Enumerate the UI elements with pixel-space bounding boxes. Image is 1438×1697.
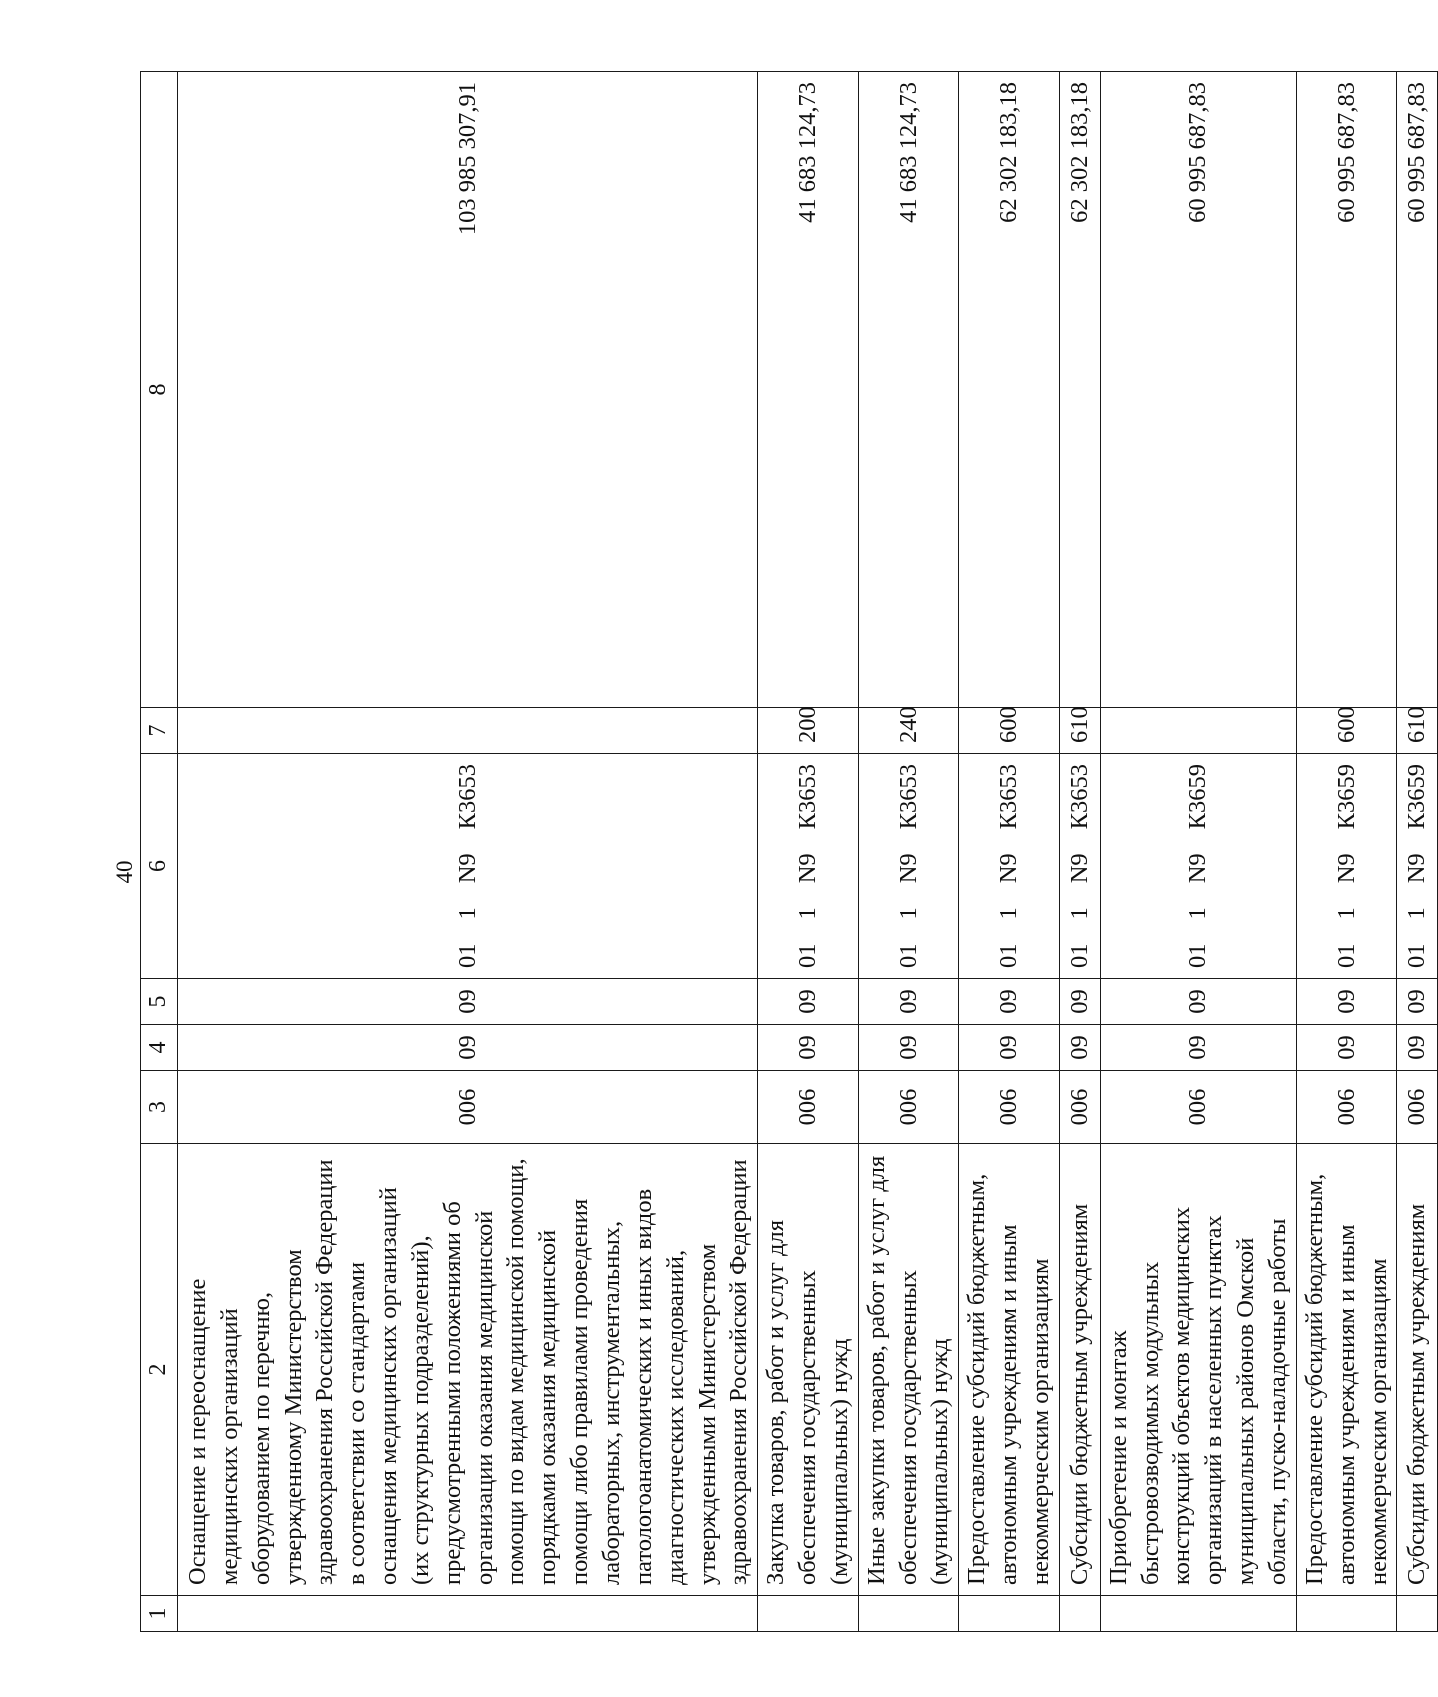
table-header-row: [141, 72, 178, 1632]
description-cell: Предоставление субсидий бюджетным, автономным учреждениям и иным некоммерческим организациям: [959, 1144, 1060, 1596]
table-row: [1397, 72, 1438, 1632]
target-code-project: N9: [1332, 853, 1360, 884]
ministry-code-cell: 006: [1397, 1071, 1438, 1144]
description-cell: Субсидии бюджетным учреждениям: [1059, 1144, 1100, 1596]
table-row: [1296, 72, 1397, 1632]
header-cell-7: 7: [141, 708, 178, 754]
amount-cell: 103 985 307,91: [178, 72, 758, 708]
target-code-program: 01: [894, 943, 922, 968]
row-number-cell: [1296, 1596, 1397, 1632]
target-code-project: N9: [1184, 853, 1212, 884]
subsection-code-cell: 09: [1397, 979, 1438, 1025]
expense-type-cell: 610: [1397, 708, 1438, 754]
amount-cell: 60 995 687,83: [1397, 72, 1438, 708]
target-code-cell: [858, 754, 959, 979]
table-row: [959, 72, 1060, 1632]
target-code-subprogram: 1: [1065, 907, 1093, 920]
table-row: [1059, 72, 1100, 1632]
ministry-code-cell: 006: [758, 1071, 859, 1144]
target-code-direction: К3653: [794, 764, 822, 830]
description-cell: Приобретение и монтаж быстровозводимых модульных конструкций объектов медицинских организаций в населенных пунктах муниципальных районов Омской области, пуско-наладочные работы: [1100, 1144, 1296, 1596]
header-cell-6: 6: [141, 754, 178, 979]
row-number-cell: [758, 1596, 859, 1632]
section-code-cell: 09: [1059, 1025, 1100, 1071]
expense-type-cell: 610: [1059, 708, 1100, 754]
table-row: [758, 72, 859, 1632]
subsection-code-cell: 09: [858, 979, 959, 1025]
target-code-project: N9: [453, 853, 481, 884]
target-code-program: 01: [1065, 943, 1093, 968]
description-cell: Оснащение и переоснащение медицинских организаций оборудованием по перечню, утвержденному Министерством здравоохранения Российской Федерации в соответствии со стандартами оснащения медицинских организаций (их структурных подразделений), предусмотренными положениями об организации оказания медицинской помощи по видам медицинской помощи, порядками оказания медицинской помощи либо правилами проведения лабораторных, инструментальных, патологоанатомических и иных видов диагностических исследований, утвержденными Министерством здравоохранения Российской Федерации: [178, 1144, 758, 1596]
target-code-project: N9: [794, 853, 822, 884]
target-code-cell: [959, 754, 1060, 979]
ministry-code-cell: 006: [1059, 1071, 1100, 1144]
target-code-subprogram: 1: [995, 907, 1023, 920]
target-code-subprogram: 1: [1403, 907, 1431, 920]
subsection-code-cell: 09: [178, 979, 758, 1025]
target-code-cell: [1100, 754, 1296, 979]
subsection-code-cell: 09: [1059, 979, 1100, 1025]
row-number-cell: [858, 1596, 959, 1632]
expense-type-cell: 600: [1296, 708, 1397, 754]
header-cell-8: 8: [141, 72, 178, 708]
budget-table: [140, 71, 1438, 1632]
subsection-code-cell: 09: [1296, 979, 1397, 1025]
target-code-cell: [1397, 754, 1438, 979]
expense-type-cell: [1100, 708, 1296, 754]
table-row: [858, 72, 959, 1632]
target-code-program: 01: [995, 943, 1023, 968]
ministry-code-cell: 006: [178, 1071, 758, 1144]
target-code-project: N9: [995, 853, 1023, 884]
target-code-cell: [1059, 754, 1100, 979]
target-code-subprogram: 1: [894, 907, 922, 920]
amount-cell: 60 995 687,83: [1100, 72, 1296, 708]
section-code-cell: 09: [178, 1025, 758, 1071]
description-cell: Предоставление субсидий бюджетным, автономным учреждениям и иным некоммерческим организациям: [1296, 1144, 1397, 1596]
target-code-program: 01: [453, 943, 481, 968]
ministry-code-cell: 006: [1100, 1071, 1296, 1144]
section-code-cell: 09: [1296, 1025, 1397, 1071]
target-code-cell: [1296, 754, 1397, 979]
target-code-direction: К3653: [894, 764, 922, 830]
target-code-direction: К3659: [1332, 764, 1360, 830]
header-cell-2: 2: [141, 1144, 178, 1596]
target-code-subprogram: 1: [794, 907, 822, 920]
subsection-code-cell: 09: [758, 979, 859, 1025]
row-number-cell: [959, 1596, 1060, 1632]
subsection-code-cell: 09: [959, 979, 1060, 1025]
target-code-direction: К3659: [1184, 764, 1212, 830]
section-code-cell: 09: [1397, 1025, 1438, 1071]
target-code-project: N9: [1403, 853, 1431, 884]
budget-table-sheet: [140, 72, 1431, 1632]
section-code-cell: 09: [959, 1025, 1060, 1071]
amount-cell: 41 683 124,73: [758, 72, 859, 708]
target-code-project: N9: [894, 853, 922, 884]
description-cell: Закупка товаров, работ и услуг для обеспечения государственных (муниципальных) нужд: [758, 1144, 859, 1596]
ministry-code-cell: 006: [858, 1071, 959, 1144]
amount-cell: 41 683 124,73: [858, 72, 959, 708]
row-number-cell: [178, 1596, 758, 1632]
target-code-subprogram: 1: [1332, 907, 1360, 920]
amount-cell: 60 995 687,83: [1296, 72, 1397, 708]
header-cell-4: 4: [141, 1025, 178, 1071]
target-code-cell: [758, 754, 859, 979]
target-code-direction: К3659: [1403, 764, 1431, 830]
expense-type-cell: 600: [959, 708, 1060, 754]
target-code-program: 01: [1184, 943, 1212, 968]
row-number-cell: [1100, 1596, 1296, 1632]
table-row: [178, 72, 758, 1632]
header-cell-3: 3: [141, 1071, 178, 1144]
expense-type-cell: 200: [758, 708, 859, 754]
target-code-program: 01: [794, 943, 822, 968]
ministry-code-cell: 006: [1296, 1071, 1397, 1144]
target-code-project: N9: [1065, 853, 1093, 884]
row-number-cell: [1059, 1596, 1100, 1632]
amount-cell: 62 302 183,18: [959, 72, 1060, 708]
subsection-code-cell: 09: [1100, 979, 1296, 1025]
target-code-direction: К3653: [995, 764, 1023, 830]
row-number-cell: [1397, 1596, 1438, 1632]
target-code-program: 01: [1403, 943, 1431, 968]
description-cell: Субсидии бюджетным учреждениям: [1397, 1144, 1438, 1596]
expense-type-cell: [178, 708, 758, 754]
target-code-direction: К3653: [1065, 764, 1093, 830]
description-cell: Иные закупки товаров, работ и услуг для обеспечения государственных (муниципальных) нужд: [858, 1144, 959, 1596]
section-code-cell: 09: [758, 1025, 859, 1071]
section-code-cell: 09: [858, 1025, 959, 1071]
table-row: [1100, 72, 1296, 1632]
target-code-subprogram: 1: [1184, 907, 1212, 920]
section-code-cell: 09: [1100, 1025, 1296, 1071]
target-code-subprogram: 1: [453, 907, 481, 920]
target-code-direction: К3653: [453, 764, 481, 830]
target-code-program: 01: [1332, 943, 1360, 968]
amount-cell: 62 302 183,18: [1059, 72, 1100, 708]
target-code-cell: [178, 754, 758, 979]
ministry-code-cell: 006: [959, 1071, 1060, 1144]
page-number: 40: [112, 860, 137, 884]
expense-type-cell: 240: [858, 708, 959, 754]
header-cell-5: 5: [141, 979, 178, 1025]
header-cell-1: 1: [141, 1596, 178, 1632]
